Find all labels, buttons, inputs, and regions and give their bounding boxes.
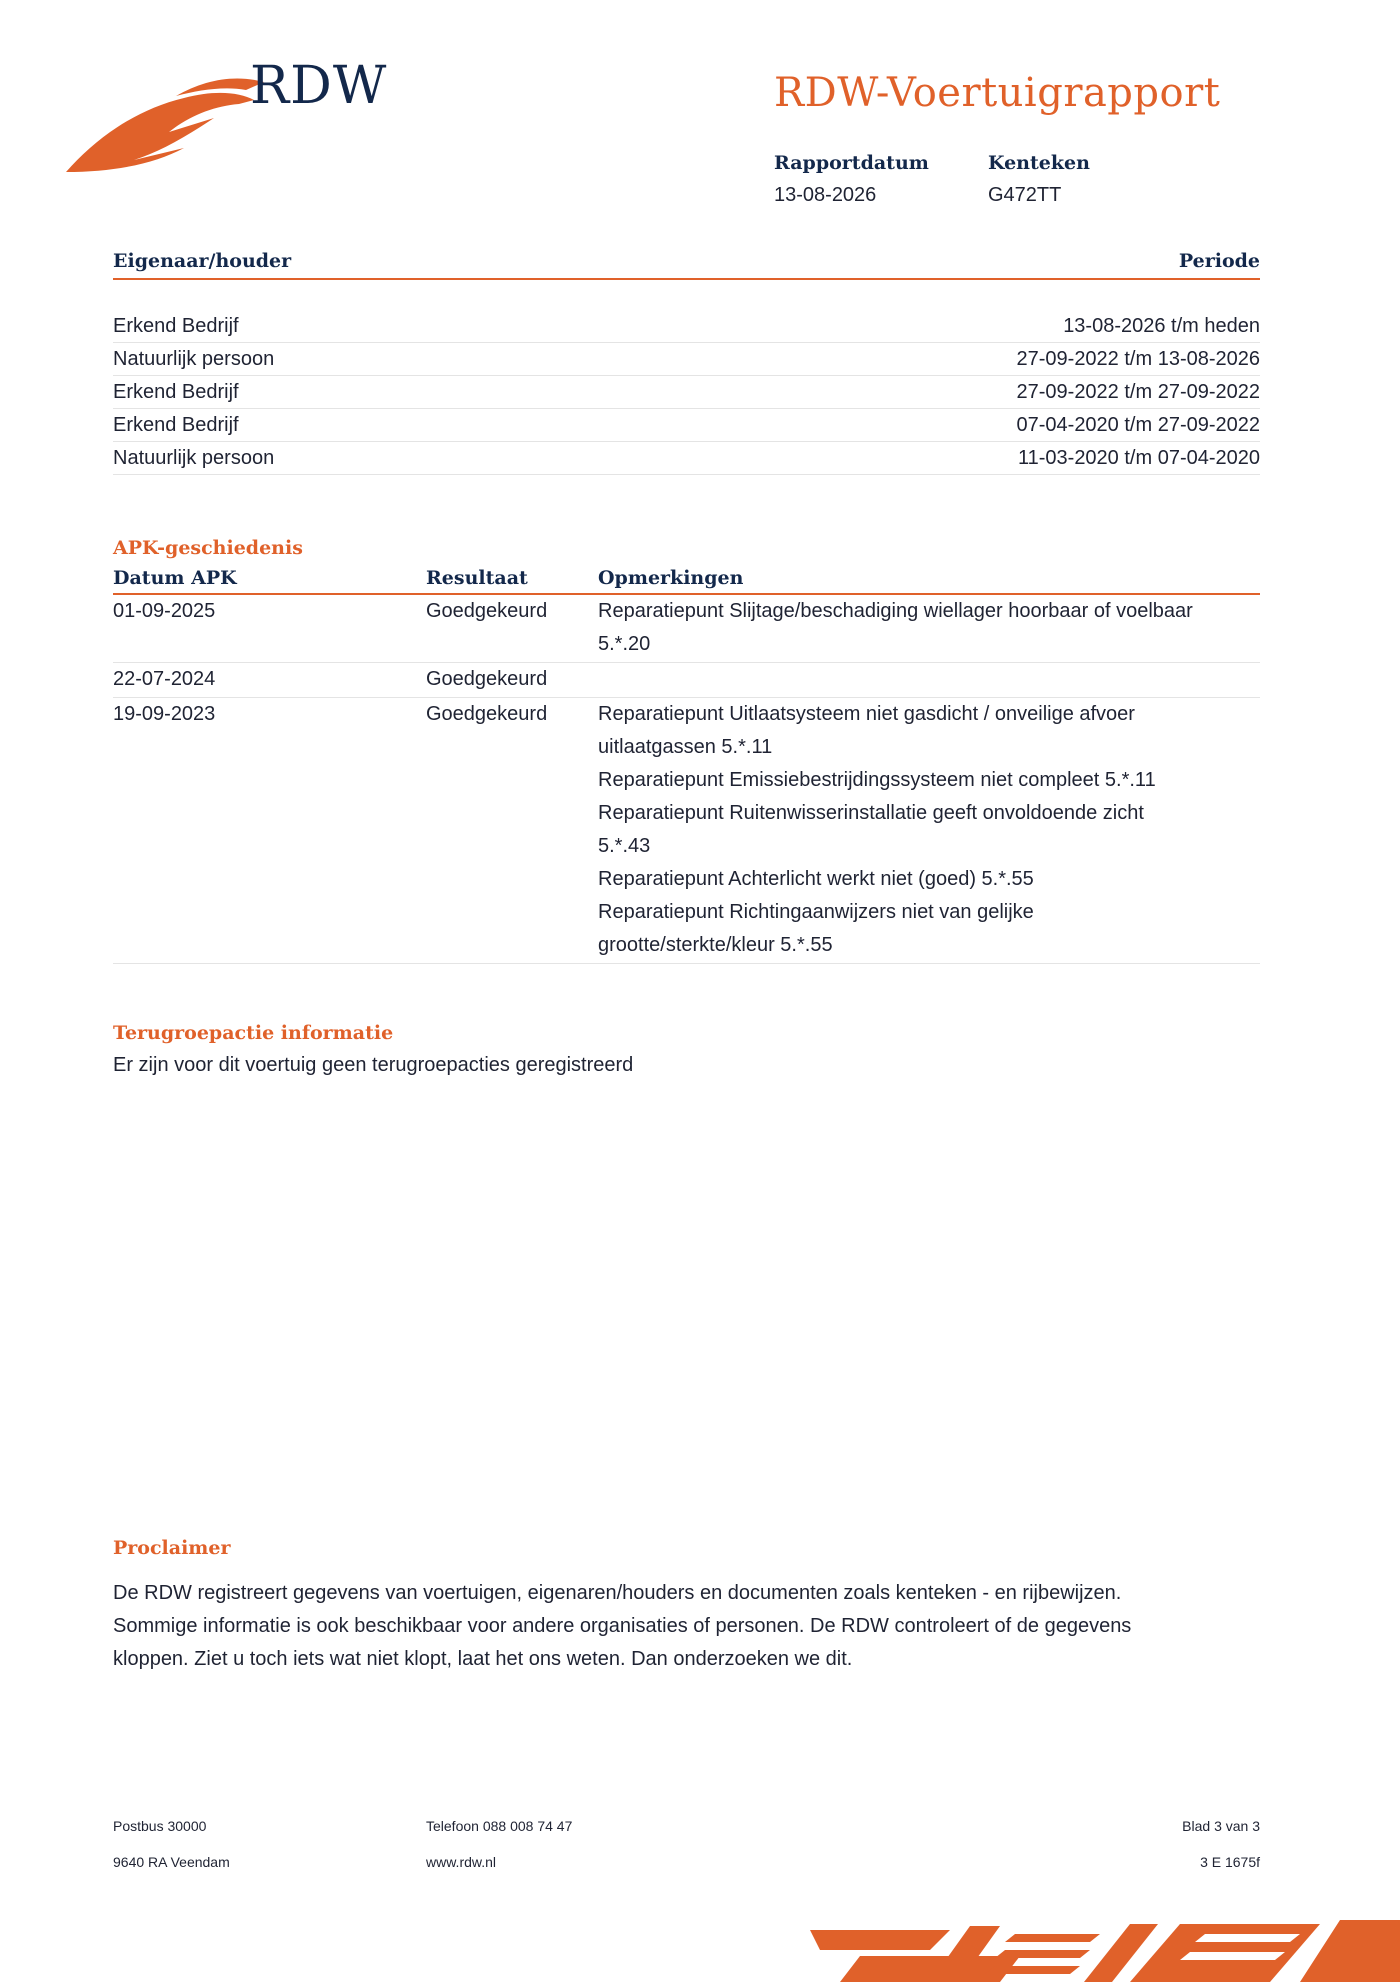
apk-result-cell: Goedgekeurd <box>426 668 548 690</box>
apk-history-section <box>113 537 1260 964</box>
footer-phone: Telefoon 088 008 74 47 <box>426 1818 573 1834</box>
owner-cell: Natuurlijk persoon <box>113 347 275 370</box>
plate-label: Kenteken <box>988 152 1090 174</box>
owner-cell: Erkend Bedrijf <box>113 413 239 436</box>
remark-line: 5.*.43 <box>598 835 651 857</box>
table-row <box>113 310 1260 343</box>
apk-date-cell: 22-07-2024 <box>113 668 216 690</box>
remark-line: Reparatiepunt Richtingaanwijzers niet van gelijke <box>598 901 1034 923</box>
owner-history-table <box>113 250 1260 475</box>
period-cell: 13-08-2026 t/m heden <box>1063 314 1260 337</box>
proclaimer-section <box>113 1537 1260 1676</box>
apk-result-cell: Goedgekeurd <box>426 703 548 725</box>
apk-result-cell: Goedgekeurd <box>426 600 548 622</box>
period-cell: 27-09-2022 t/m 13-08-2026 <box>1016 347 1260 370</box>
apk-date-cell: 19-09-2023 <box>113 703 216 725</box>
report-date-block <box>774 152 929 207</box>
apk-remarks-cell <box>598 698 1260 962</box>
proclaimer-line: Sommige informatie is ook beschikbaar voor andere organisaties of personen. De RDW controleert of de gegevens <box>113 1615 1132 1637</box>
period-cell: 27-09-2022 t/m 27-09-2022 <box>1016 380 1260 403</box>
apk-table-header <box>113 567 1260 595</box>
footer-website-link[interactable]: www.rdw.nl <box>426 1854 497 1870</box>
remark-line: grootte/sterkte/kleur 5.*.55 <box>598 934 833 956</box>
footer-address-1: Postbus 30000 <box>113 1818 207 1834</box>
col-date-header: Datum APK <box>113 567 237 589</box>
table-row <box>113 376 1260 409</box>
proclaimer-title: Proclaimer <box>113 1537 231 1559</box>
page-title: RDW-Voertuigrapport <box>774 70 1221 116</box>
remark-line: Reparatiepunt Slijtage/beschadiging wiellager hoorbaar of voelbaar <box>598 600 1193 622</box>
apk-section-title: APK-geschiedenis <box>113 537 303 559</box>
owner-cell: Erkend Bedrijf <box>113 314 239 337</box>
report-date-value: 13-08-2026 <box>774 184 877 206</box>
owner-table-header <box>113 250 1260 280</box>
proclaimer-text <box>113 1577 1260 1676</box>
proclaimer-line: De RDW registreert gegevens van voertuigen, eigenaren/houders en documenten zoals kenteken - en rijbewijzen. <box>113 1582 1122 1604</box>
col-owner-header: Eigenaar/houder <box>113 250 292 272</box>
rdw-speed-stripes-icon <box>800 1920 1400 1982</box>
remark-line: Reparatiepunt Achterlicht werkt niet (goed) 5.*.55 <box>598 868 1034 890</box>
footer-doc-code: 3 E 1675f <box>1200 1854 1260 1870</box>
footer-page-number: Blad 3 van 3 <box>1182 1818 1260 1834</box>
owner-rows <box>113 310 1260 475</box>
table-row <box>113 595 1260 663</box>
recall-text: Er zijn voor dit voertuig geen terugroepacties geregistreerd <box>113 1054 634 1076</box>
report-date-label: Rapportdatum <box>774 152 929 174</box>
footer-address-2: 9640 RA Veendam <box>113 1854 230 1870</box>
col-remarks-header: Opmerkingen <box>598 567 744 589</box>
proclaimer-line: kloppen. Ziet u toch iets wat niet klopt, laat het ons weten. Dan onderzoeken we dit. <box>113 1648 853 1670</box>
table-row <box>113 663 1260 698</box>
table-row <box>113 343 1260 376</box>
apk-date-cell: 01-09-2025 <box>113 600 216 622</box>
table-row <box>113 698 1260 964</box>
remark-line: Reparatiepunt Ruitenwisserinstallatie geeft onvoldoende zicht <box>598 802 1144 824</box>
period-cell: 07-04-2020 t/m 27-09-2022 <box>1016 413 1260 436</box>
remark-line: Reparatiepunt Uitlaatsysteem niet gasdicht / onveilige afvoer <box>598 703 1135 725</box>
plate-value: G472TT <box>988 184 1062 206</box>
table-row <box>113 442 1260 475</box>
plate-block <box>988 152 1090 207</box>
brand-logo-text: RDW <box>250 56 388 116</box>
remark-line: Reparatiepunt Emissiebestrijdingssysteem niet compleet 5.*.11 <box>598 769 1156 791</box>
col-result-header: Resultaat <box>426 567 528 589</box>
apk-remarks-cell <box>598 663 1260 696</box>
table-row <box>113 409 1260 442</box>
apk-remarks-cell <box>598 595 1260 661</box>
period-cell: 11-03-2020 t/m 07-04-2020 <box>1017 446 1260 469</box>
col-period-header: Periode <box>1178 250 1260 272</box>
recall-section-title: Terugroepactie informatie <box>113 1022 394 1044</box>
owner-cell: Natuurlijk persoon <box>113 446 275 469</box>
remark-line: 5.*.20 <box>598 633 651 655</box>
remark-line: uitlaatgassen 5.*.11 <box>598 736 773 758</box>
recall-section <box>113 1022 1260 1077</box>
owner-cell: Erkend Bedrijf <box>113 380 239 403</box>
